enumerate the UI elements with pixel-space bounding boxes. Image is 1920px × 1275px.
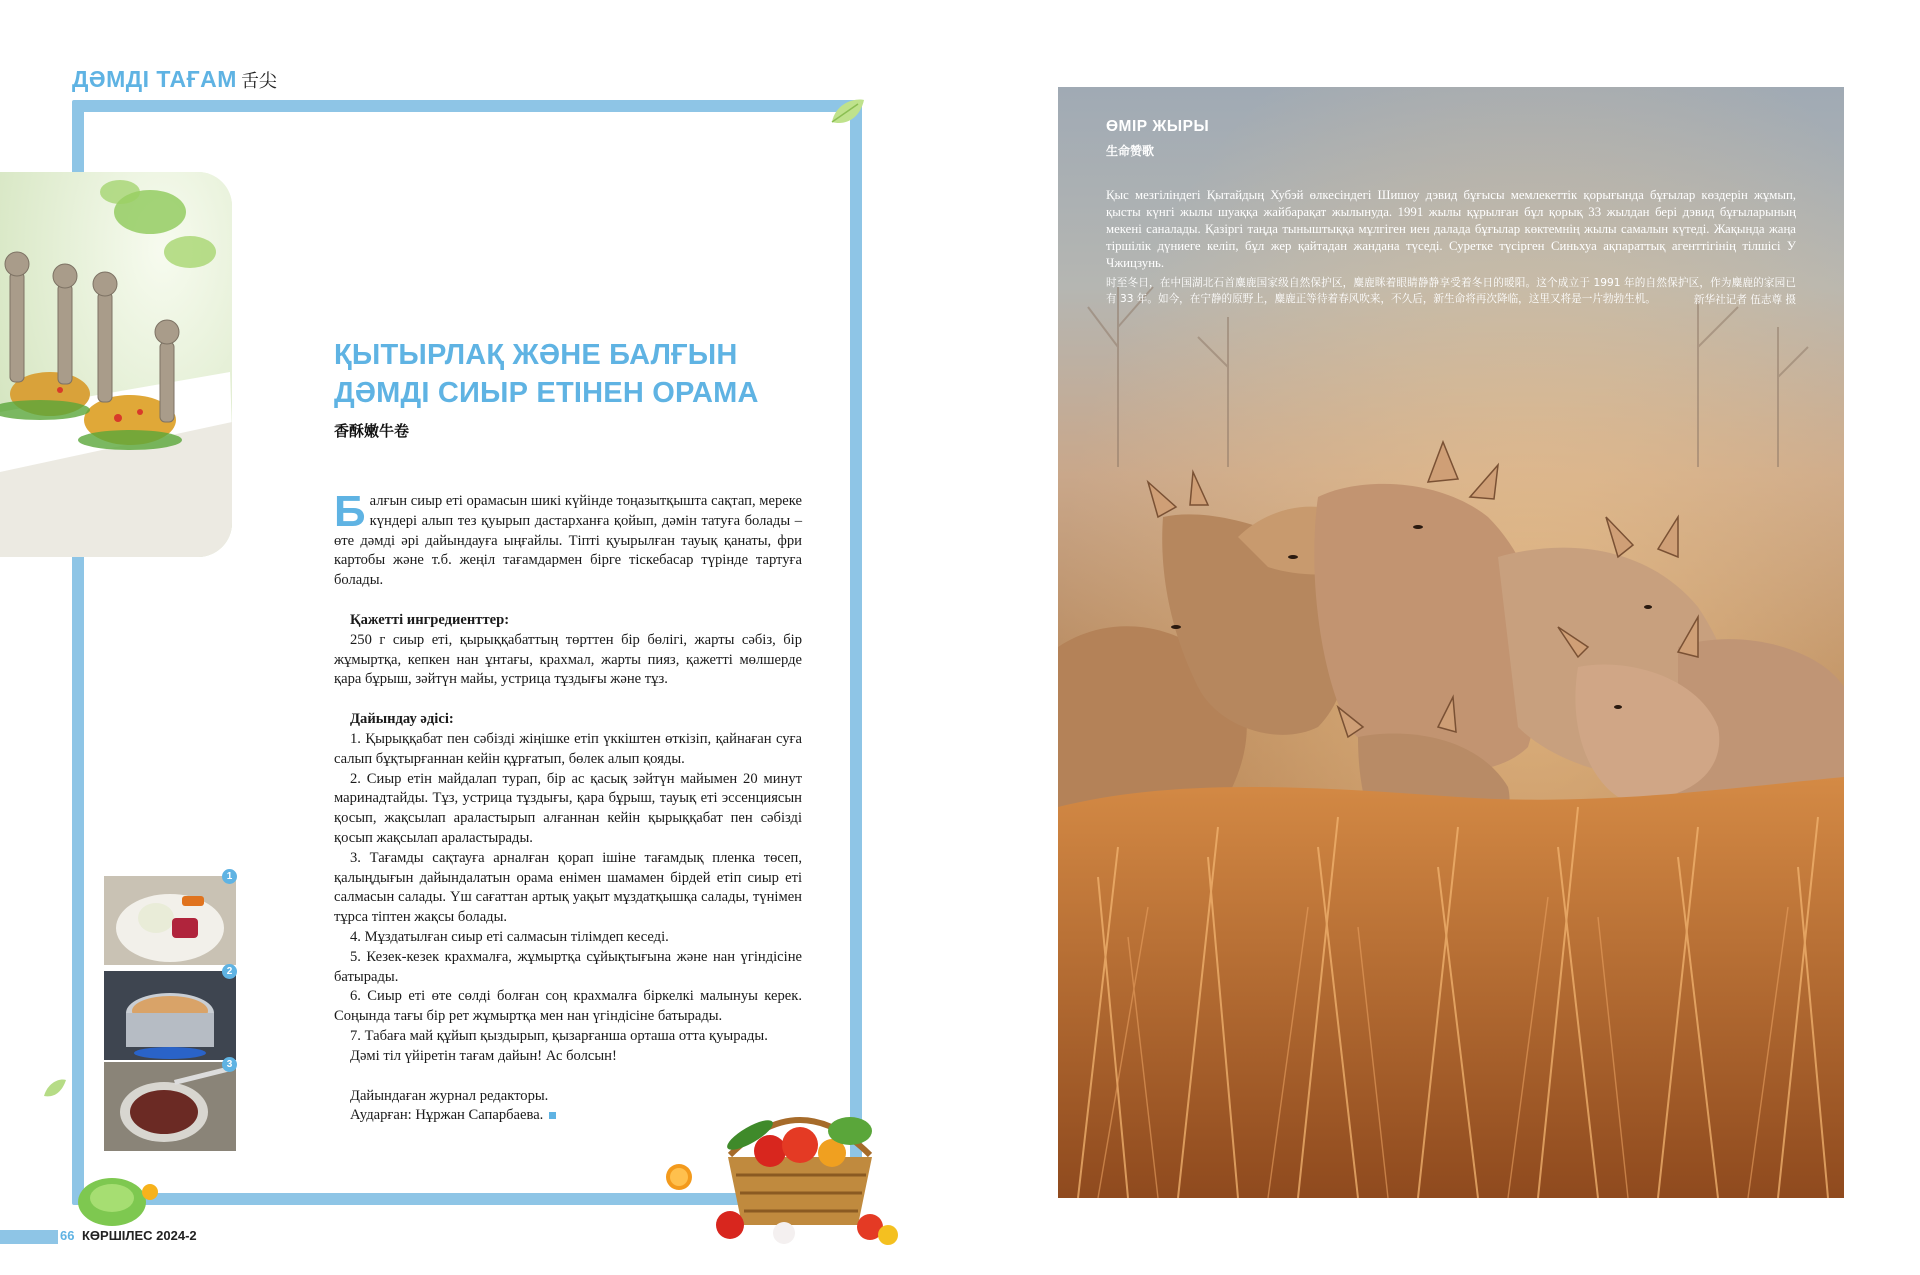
closing-line: Дәмі тіл үйіретін тағам дайын! Ас болсын! (350, 1047, 617, 1064)
food-photo (0, 172, 232, 557)
section-title-zh: 舌尖 (240, 71, 277, 92)
recipe-title-zh: 香酥嫩牛卷 (334, 422, 410, 440)
end-mark-icon (549, 1112, 556, 1119)
vegetable-basket-icon (700, 1075, 900, 1245)
dropcap: Б (334, 487, 366, 536)
magazine-issue: КӨРШІЛЕС 2024-2 (82, 1228, 197, 1243)
intro-paragraph (334, 487, 802, 591)
step-4: 4. Мұздатылған сиыр еті салмасын тілімдеп кеседі. (350, 928, 669, 945)
orange-slice-icon (664, 1162, 694, 1192)
caption-text-zh: 时至冬日，在中国湖北石首麋鹿国家级自然保护区，麋鹿眯着眼睛静静享受着冬日的暖阳。这个成立于 1991 年的自然保护区，作为麋鹿的家园已有 33 年。如今，在宁静的原野上，麋鹿正等待着春风吹来，不久后，新生命将再次降临，这里又将是一片勃勃生机。 (1106, 277, 1796, 305)
recipe-body (334, 487, 802, 1126)
credit-translated: Аударған: Нұржан Сапарбаева. (350, 1107, 544, 1124)
step-1: 1. Қырыққабат пен сәбізді жіңішке етіп үккіштен өткізіп, қайнаған суға салып бұқтырғаннан кейін құрғатып, бөлек алып қояды. (334, 730, 802, 767)
footer-bar (0, 1230, 58, 1244)
step-photo-1 (104, 876, 236, 965)
small-leaf-icon (40, 1074, 70, 1104)
page-number: 66 (60, 1228, 75, 1243)
caption-title: ӨМІР ЖЫРЫ (1106, 118, 1210, 135)
step-5: 5. Кезек-кезек крахмалға, жұмыртқа сұйықтығына және нан үгіндісіне батырады. (334, 948, 802, 985)
step-photo-2 (104, 971, 236, 1060)
leaf-decoration-icon (828, 92, 868, 132)
step-3: 3. Тағамды сақтауға арналған қорап ішіне тағамдық пленка төсеп, қалыңдығын дайындалатын орама енімен шамамен бірдей етіп сиыр еті салмасын салады. Үш сағаттан артық уақыт мұздатқышқа салады, түнімен тұрса тіптен жақсы болады. (334, 849, 802, 926)
step-photo-3 (104, 1062, 236, 1151)
recipe-title (334, 336, 794, 412)
ingredients-heading: Қажетті ингредиенттер: (350, 611, 510, 628)
caption-title-zh: 生命赞歌 (1106, 144, 1155, 158)
step-number-3: 3 (222, 1057, 237, 1072)
step-6: 6. Сиыр еті өте сөлді болған соң крахмалға біркелкі малынуы керек. Соңында тағы бір рет жұмыртқа мен нан үгіндісіне батырады. (334, 988, 802, 1025)
section-header (72, 66, 277, 93)
step-7: 7. Табаға май құйып қыздырып, қызарғанша орташа отта қуырады. (350, 1027, 768, 1044)
recipe-title-line-1: ҚЫТЫРЛАҚ ЖӘНЕ БАЛҒЫН (334, 339, 738, 371)
photo-caption (1106, 118, 1796, 307)
step-number-1: 1 (222, 869, 237, 884)
ingredients-text: 250 г сиыр еті, қырыққабаттың төрттен бір бөлігі, жарты сәбіз, бір жұмыртқа, кепкен нан ұнтағы, крахмал, жарты пияз, қажетті мөлшерде қара бұрыш, зәйтүн майы, устрица тұздығы және тұз. (334, 631, 802, 688)
method-heading: Дайындау әдісі: (350, 711, 454, 728)
section-title: ДӘМДІ ТАҒАМ (72, 66, 237, 92)
photo-credit-zh: 新华社记者 伍志尊 摄 (1693, 294, 1796, 306)
step-number-2: 2 (222, 964, 237, 979)
intro-text: алғын сиыр еті орамасын шикі күйінде тоңазытқышта сақтап, мереке күндері алып тез қуырып дастарханға қойып, дәмін татуға болады – өте дәмді әрі дайындауға ыңғайлы. Тіпті қуырылған тауық қанаты, фри картобы және т.б. жеңіл тағамдармен бірге тіскебасар түрінде тартуға болады. (334, 493, 802, 589)
lettuce-icon (72, 1172, 160, 1228)
recipe-title-line-2: ДӘМДІ СИЫР ЕТІНЕН ОРАМА (334, 377, 759, 409)
credit-prepared: Дайындаған журнал редакторы. (350, 1087, 549, 1104)
step-2: 2. Сиыр етін майдалап турап, бір ас қасық зәйтүн майымен 20 минут маринадтайды. Тұз, устрица тұздығы, қара бұрыш, тауық еті эссенциясын қосып, жақсылап араластырып алғаннан кейін қырыққабат пен сәбізді қосып жақсылап араластырады. (334, 770, 802, 846)
caption-text-kz: Қыс мезгіліндегі Қытайдың Хубэй өлкесіндегі Шишоу дэвид бұғысы мемлекеттік қорығында бұғылар көздерін жұмып, қысты күнгі жылы шуаққа жайбарақат жылынуда. 1991 жылы құрылған бұл қорық 33 жылдан бері дэвид бұғыларының мекені саналады. Қазіргі таңда тыныштыққа мұлгіген иен далада бұғылар көктемнің жылы самалын күтеді. Жақында жаңа тіршілік дүниеге келіп, бұл жер қайтадан жандана түседі. Суретке түсірген Синьхуа ақпараттық агенттігінің тілшісі У Чжицзунь. (1106, 188, 1796, 270)
